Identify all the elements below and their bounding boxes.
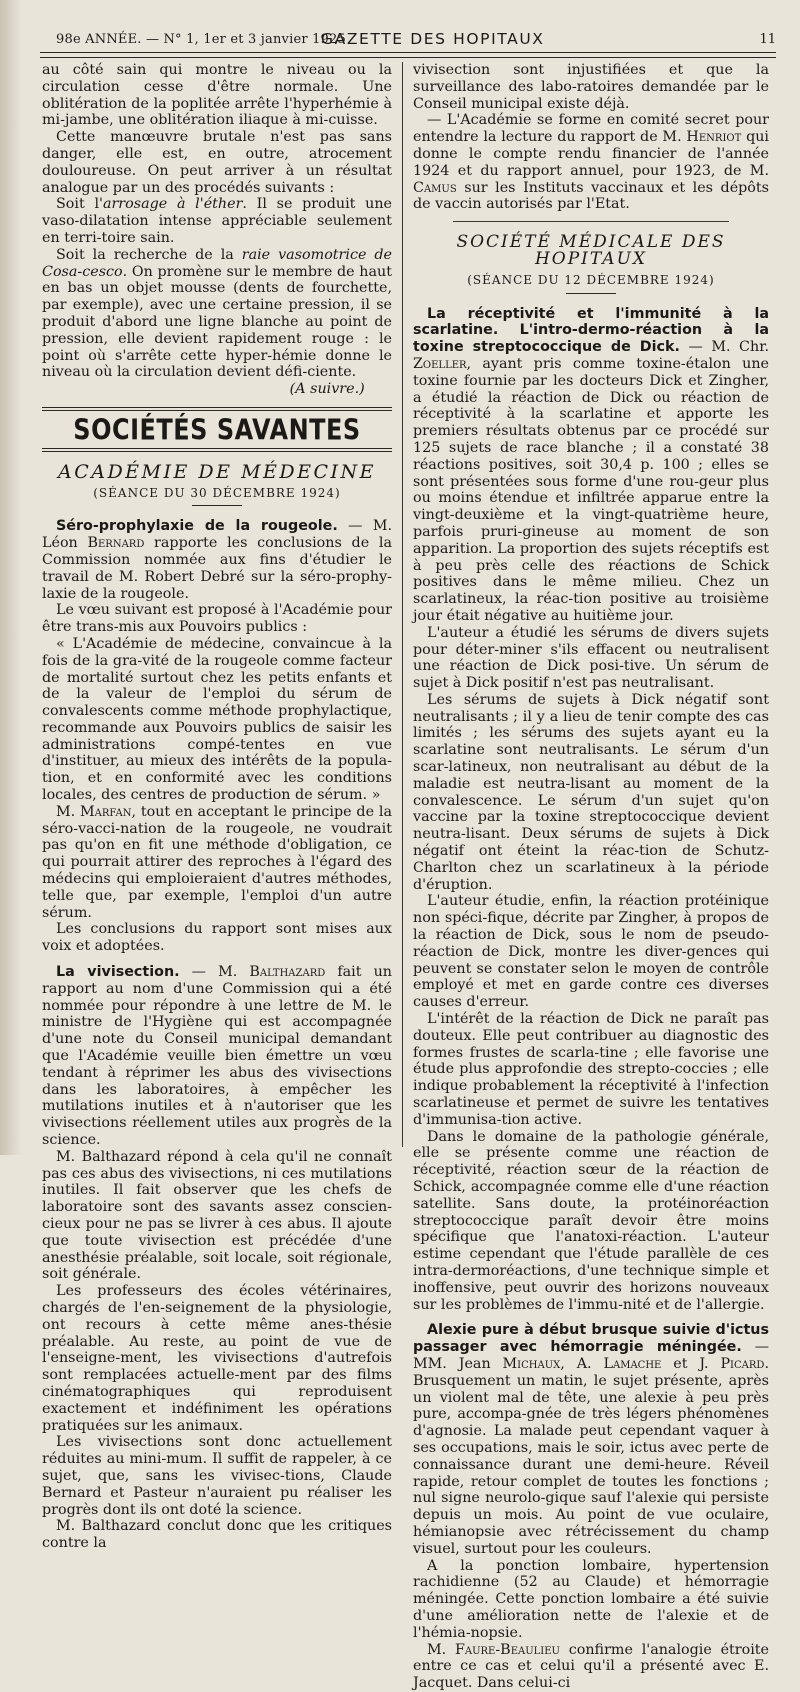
article-heading: La réceptivité et l'immunité à la scarlatine. L'intro-dermo-réaction à la toxine streptococcique de Dick. bbox=[413, 305, 769, 356]
separator-rule bbox=[453, 221, 729, 222]
article-heading: Alexie pure à début brusque suivie d'ictus passager avec hémorragie méningée. bbox=[413, 1322, 769, 1356]
to-be-continued: (A suivre.) bbox=[289, 381, 365, 398]
session-date: (SÉANCE DU 12 DÉCEMBRE 1924) bbox=[467, 272, 715, 287]
paragraph: Dans le domaine de la pathologie générale, elle se présente comme une réaction de réceptivité, réaction sœur de la réaction de Schick, accompagnée comme elle d'une réaction satellite. Sans doute, la protéinoréaction streptococcique paraît devoir être moins spécifique que l'anatoxi-réaction. L'auteur estime cependant que l'étude parallèle de ces intra-dermoréactions, d'une technique simple et inoffensive, peut ouvrir des horizons nouveaux sur les problèmes de l'immu-nité et de l'allergie. bbox=[413, 1128, 769, 1313]
society-title: SOCIÉTÉ MÉDICALE DES HOPITAUX bbox=[456, 232, 726, 269]
issue-info: 98e ANNÉE. — N° 1, 1er et 3 janvier 1925 bbox=[56, 32, 346, 47]
paragraph: Soit l'arrosage à l'éther. Il se produit une vaso-dilatation intense appréciable seulement en terri-toire sain. bbox=[42, 196, 392, 246]
paragraph: La vivisection. — M. Balthazard fait un rapport au nom d'une Commission qui a été nommée pour répondre à une lettre de M. le ministre de l'Hygiène qui est accompagnée d'une note du Conseil municipal demandant que l'Académie veuille bien émettre un vœu tendant à réprimer les abus des vivisections dans les laboratoires, à empêcher les mutilations inutiles et à n'autoriser que les vivisections réellement utiles aux progrès de la science. bbox=[42, 964, 392, 1149]
paragraph: La réceptivité et l'immunité à la scarlatine. L'intro-dermo-réaction à la toxine streptococcique de Dick. — M. Chr. Zoeller, ayant pris comme toxine-étalon une toxine fournie par les docteurs Dick et Zingher, a étudié la réaction de Dick ou réaction de réceptivité à la scarlatine et apporte les premiers résultats obtenus par ce procédé sur 125 sujets de race blanche ; il a constaté 38 réactions positives, soit 30,4 p. 100 ; elles se sont présentées sous forme d'une rou-geur plus ou moins étendue et infiltrée apparue entre la vingt-deuxième et la vingt-quatrième heure, parfois pruri-gineuse au moment de son apparition. La proportion des sujets réceptifs est à peu près celle des réactions de Schick positives dans le même milieu. Chez un scarlatineux, la réac-tion positive au troisième jour était négative au huitième jour. bbox=[413, 305, 769, 624]
article-heading: Séro-prophylaxie de la rougeole. bbox=[56, 518, 338, 535]
short-rule bbox=[566, 293, 616, 294]
paragraph: A la ponction lombaire, hypertension rachidienne (52 au Claude) et hémorragie méningée. Cette ponction lombaire a été suivie d'une amélioration nette de l'alexie et de l'hémia-nopsie. bbox=[413, 1557, 769, 1641]
paragraph: — L'Académie se forme en comité secret pour entendre la lecture du rapport de M. Henriot qui donne le compte rendu financier de l'année 1924 et du rapport annuel, pour 1923, de M. Camus sur les Instituts vaccinaux et les dépôts de vaccin autorisés par l'Etat. bbox=[413, 112, 769, 213]
paragraph: Les sérums de sujets à Dick négatif sont neutralisants ; il y a lieu de tenir compte des cas limités ; les sérums des sujets ayant eu la scarlatine sont neutralisants. Le sérum d'un scar-latineux, non neutralisant au début de la maladie est neutra-lisant au moment de la convalescence. Le sérum d'un sujet qu'on vaccine par la toxine streptococcique devient neutra-lisant. Deux sérums de sujets à Dick négatif ont éteint la réac-tion de Schutz-Charlton chez un scarlatineux à la période d'éruption. bbox=[413, 691, 769, 893]
paragraph: Cette manœuvre brutale n'est pas sans danger, elle est, en outre, atrocement douloureuse. On peut arriver à un résultat analogue par un des procédés suivants : bbox=[42, 129, 392, 196]
page-number: 11 bbox=[759, 32, 776, 47]
session-date: (SÉANCE DU 30 DÉCEMBRE 1924) bbox=[93, 485, 341, 500]
paragraph: Séro-prophylaxie de la rougeole. — M. Léon Bernard rapporte les conclusions de la Commission nommée aux fins d'étudier le travail de M. Robert Debré sur la séro-prophy-laxie de la rougeole. bbox=[42, 518, 393, 602]
section-title: SOCIÉTÉS SAVANTES bbox=[73, 413, 361, 447]
paragraph: M. Faure-Beaulieu confirme l'analogie étroite entre ce cas et celui qu'il a présenté avec E. Jacquet. Dans celui-ci bbox=[413, 1641, 769, 1692]
paragraph: Les vivisections sont donc actuellement réduites au mini-mum. Il suffit de rappeler, à ce sujet, que, sans les vivisec-tions, Claude Bernard et Pasteur n'auraient pu réaliser les progrès dont ils ont doté la science. bbox=[42, 1434, 392, 1518]
paragraph: M. Marfan, tout en acceptant le principe de la séro-vacci-nation de la rougeole, ne voudrait pas qu'on en fit une méthode d'obligation, ce qui pourrait attirer des reproches à l'égard des médecins qui emploieraient d'autres méthodes, telle que, par exemple, l'emploi d'un autre sérum. bbox=[42, 803, 392, 921]
section-banner bbox=[42, 407, 392, 452]
header-rule-thin bbox=[40, 57, 776, 58]
paragraph: M. Balthazard conclut donc que les critiques contre la bbox=[42, 1518, 392, 1552]
header-rule bbox=[40, 52, 776, 53]
paragraph: L'intérêt de la réaction de Dick ne paraît pas douteux. Elle peut contribuer au diagnostic des formes frustes de scarla-tine ; elle favorise une étude plus approfondie des strepto-coccies ; elle indique probablement la réceptivité à l'infection scarlatineuse et permet de suivre les tentatives d'immunisa-tion active. bbox=[413, 1011, 769, 1128]
paragraph: Les professeurs des écoles vétérinaires, chargés de l'en-seignement de la physiologie, ont recours à cette même anes-thésie préalable. Au reste, au point de vue de l'enseigne-ment, les vivisections d'autrefois sont remplacées actuelle-ment par des films cinématographiques qui reproduisent exactement et indéfiniment les opérations pratiquées sur les animaux. bbox=[42, 1283, 392, 1434]
paragraph: au côté sain qui montre le niveau ou la circulation cesse d'être normale. Une oblitération de la poplitée arrête l'hyperhémie à mi-jambe, une oblitération iliaque à mi-cuisse. bbox=[42, 62, 392, 129]
paragraph: L'auteur étudie, enfin, la réaction protéinique non spéci-fique, décrite par Zingher, à propos de la réaction de Dick, sous le nom de pseudo-réaction de Dick, montre les diver-gences qui peuvent se constater selon le moyen de contrôle employé et met en garde contre ces diverses causes d'erreur. bbox=[413, 893, 769, 1011]
paragraph: M. Balthazard répond à cela qu'il ne connaît pas ces abus des vivisections, ni ces mutilations inutiles. Il fait observer que les chefs de laboratoire sont des savants assez conscien-cieux pour ne pas se livrer à ces abus. Il ajoute que toute vivisection est précédée d'une anesthésie préalable, soit locale, soit régionale, soit générale. bbox=[42, 1148, 392, 1283]
paragraph: Le vœu suivant est proposé à l'Académie pour être trans-mis aux Pouvoirs publics : bbox=[42, 602, 392, 636]
paragraph: vivisection sont injustifiées et que la surveillance des labo-ratoires demandée par le Conseil municipal existe déjà. bbox=[413, 62, 769, 112]
society-title: ACADÉMIE DE MÉDECINE bbox=[57, 460, 377, 483]
column-divider bbox=[402, 62, 403, 1147]
page-edge-shadow bbox=[0, 0, 22, 1155]
left-column bbox=[42, 62, 392, 1552]
paragraph: L'auteur a étudié les sérums de divers sujets pour déter-miner s'ils effacent ou neutralisent une réaction de Dick posi-tive. Un sérum de sujet à Dick positif n'est pas neutralisant. bbox=[413, 624, 769, 692]
journal-title: GAZETTE DES HOPITAUX bbox=[321, 30, 545, 48]
page-header bbox=[56, 30, 776, 52]
paragraph: Les conclusions du rapport sont mises aux voix et adoptées. bbox=[42, 921, 392, 955]
short-rule bbox=[192, 505, 242, 506]
paragraph: Soit la recherche de la raie vasomotrice de Cosa-cesco. On promène sur le membre de haut en bas un objet mousse (dents de fourchette, par exemple), avec une certaine pression, il se produit d'abord une ligne blanche au point de pression, elle devient rapidement rouge : le point où s'arrête cette hyper-hémie donne le niveau où la circulation devient défi-ciente. bbox=[42, 246, 392, 381]
article-heading: La vivisection. bbox=[56, 964, 180, 981]
right-column bbox=[413, 62, 769, 1692]
paragraph: Alexie pure à début brusque suivie d'ictus passager avec hémorragie méningée. — MM. Jean Michaux, A. Lamache et J. Picard. Brusquement un matin, le sujet présente, après un violent mal de tête, une alexie à peu près pure, accompa-gnée de très légers phénomènes d'agnosie. La malade peut cependant vaquer à ses occupations, mais le soir, ictus avec perte de connaissance durant une demi-heure. Réveil rapide, retour complet de toutes les fonctions ; nul signe neurolo-gique sauf l'alexie qui persiste depuis un mois. Au point de vue oculaire, hémianopsie avec rétrécissement du champ visuel, surtout pour les couleurs. bbox=[413, 1322, 770, 1557]
paragraph: « L'Académie de médecine, convaincue à la fois de la gra-vité de la rougeole comme facteur de mortalité surtout chez les petits enfants et de la valeur de l'emploi du sérum de convalescents comme méthode prophylactique, recommande aux Pouvoirs publics de saisir les administrations compé-tentes en vue d'instituer, au mieux des intérêts de la popula-tion, et en conformité avec les conditions locales, des centres de production de sérum. » bbox=[42, 635, 392, 804]
